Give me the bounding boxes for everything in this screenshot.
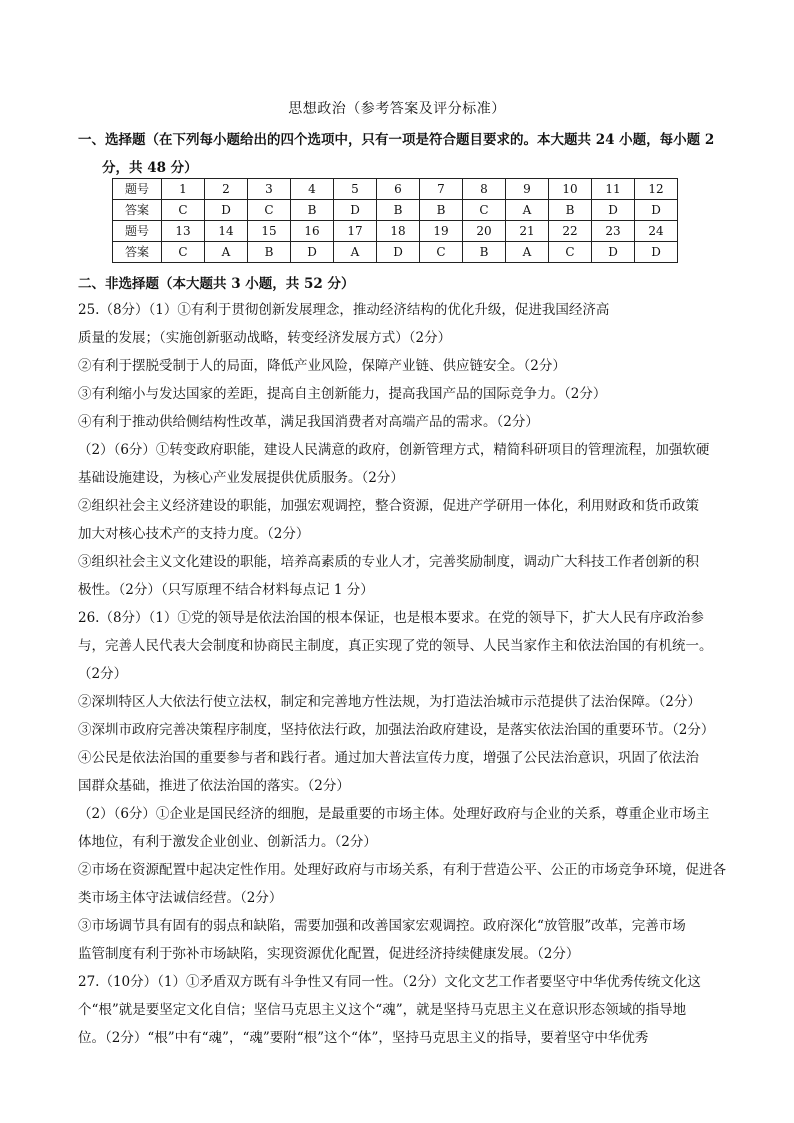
table-row-header: 题号 [113,221,162,242]
answer-line: ③组织社会主义文化建设的职能，培养高素质的专业人才，完善奖励制度，调动广大科技工作者创新的积 [78,554,699,570]
section2-heading: 二、非选择题（本大题共 3 小题，共 52 分） [78,276,355,292]
table-cell: A [205,242,248,263]
page-title: 思想政治（参考答案及评分标准） [288,101,506,117]
table-cell: 11 [592,179,635,200]
section1-heading-line1: 一、选择题（在下列每小题给出的四个选项中，只有一项是符合题目要求的。本大题共 24 小题，每小题 2 [78,132,715,148]
table-cell: 5 [334,179,377,200]
table-cell: 9 [506,179,549,200]
table-cell: 8 [463,179,506,200]
section1-heading-line2: 分，共 48 分） [102,160,198,176]
table-cell: C [420,242,463,263]
answer-line: ②组织社会主义经济建设的职能，加强宏观调控，整合资源，促进产学研用一体化，利用财政和货币政策 [78,498,699,514]
answer-line: ②深圳特区人大依法行使立法权，制定和完善地方性法规，为打造法治城市示范提供了法治保障。（2分） [78,694,701,710]
answer-line: 与，完善人民代表大会制度和协商民主制度，真正实现了党的领导、人民当家作主和依法治国的有机统一。 [78,638,713,654]
answer-line: 类市场主体守法诚信经营。（2分） [78,890,283,906]
answer-line: 26.（8分）（1）①党的领导是依法治国的根本保证，也是根本要求。在党的领导下，扩大人民有序政治参 [78,610,704,626]
table-cell: C [463,200,506,221]
answer-line: ③市场调节具有固有的弱点和缺陷，需要加强和改善国家宏观调控。政府深化“放管服”改革，完善市场 [78,918,686,934]
answer-line: （2）（6分）①企业是国民经济的细胞，是最重要的市场主体。处理好政府与企业的关系，尊重企业市场主 [78,806,710,822]
table-cell: 3 [248,179,291,200]
table-cell: D [291,242,334,263]
table-cell: 13 [162,221,205,242]
table-row [113,179,678,200]
answer-line: 25.（8分）（1）①有利于贯彻创新发展理念，推动经济结构的优化升级，促进我国经济高 [78,302,610,318]
table-cell: 7 [420,179,463,200]
table-row-header: 答案 [113,200,162,221]
answer-line: 国群众基础，推进了依法治国的落实。（2分） [78,778,350,794]
table-cell: A [506,200,549,221]
table-cell: C [162,242,205,263]
table-cell: C [549,242,592,263]
answer-line: 基础设施建设，为核心产业发展提供优质服务。（2分） [78,470,404,486]
table-cell: 24 [635,221,678,242]
table-cell: 14 [205,221,248,242]
table-row [113,200,678,221]
table-cell: 18 [377,221,420,242]
table-cell: 15 [248,221,291,242]
table-cell: D [377,242,420,263]
table-cell: B [463,242,506,263]
table-cell: A [506,242,549,263]
table-cell: 21 [506,221,549,242]
table-cell: D [592,242,635,263]
answer-line: 质量的发展；（实施创新驱动战略，转变经济发展方式）（2分） [78,330,452,346]
table-cell: 20 [463,221,506,242]
table-row [113,221,678,242]
answer-line: ③有利缩小与发达国家的差距，提高自主创新能力，提高我国产品的国际竞争力。（2分） [78,386,607,402]
table-cell: 12 [635,179,678,200]
table-cell: 6 [377,179,420,200]
table-cell: D [635,200,678,221]
answer-line: ④有利于推动供给侧结构性改革，满足我国消费者对高端产品的需求。（2分） [78,414,539,430]
answer-line: ④公民是依法治国的重要参与者和践行者。通过加大普法宣传力度，增强了公民法治意识，巩固了依法治 [78,750,699,766]
answer-line: 27.（10分）（1）①矛盾双方既有斗争性又有同一性。（2分）文化文艺工作者要坚守中华优秀传统文化这 [78,974,701,990]
table-cell: D [592,200,635,221]
table-cell: D [334,200,377,221]
table-cell: 22 [549,221,592,242]
table-cell: 16 [291,221,334,242]
table-row [113,242,678,263]
table-cell: C [248,200,291,221]
answer-line: 加大对核心技术产的支持力度。（2分） [78,526,310,542]
table-cell: 10 [549,179,592,200]
answer-line: （2分） [78,666,128,682]
table-cell: D [635,242,678,263]
answer-line: ②市场在资源配置中起决定性作用。处理好政府与市场关系，有利于营造公平、公正的市场竞争环境，促进各 [78,862,726,878]
table-cell: 1 [162,179,205,200]
table-cell: B [291,200,334,221]
table-cell: C [162,200,205,221]
answer-line: 极性。（2分）（只写原理不结合材料每点记 1 分） [78,582,374,598]
table-row-header: 答案 [113,242,162,263]
table-cell: 17 [334,221,377,242]
answer-line: （2）（6分）①转变政府职能，建设人民满意的政府，创新管理方式，精简科研项目的管理流程，加强软硬 [78,442,710,458]
section1-heading [78,126,718,182]
table-cell: B [549,200,592,221]
table-cell: 19 [420,221,463,242]
answer-line: 个“根”就是要坚定文化自信；坚信马克思主义这个“魂”，就是坚持马克思主义在意识形态领域的指导地 [78,1002,687,1018]
answer-line: 监管制度有利于弥补市场缺陷，实现资源优化配置，促进经济持续健康发展。（2分） [78,946,580,962]
table-cell: A [334,242,377,263]
table-row-header: 题号 [113,179,162,200]
answer-table [112,178,678,263]
table-cell: 23 [592,221,635,242]
table-cell: 2 [205,179,248,200]
answer-line: 体地位，有利于激发企业创业、创新活力。（2分） [78,834,377,850]
table-cell: B [420,200,463,221]
table-cell: D [205,200,248,221]
answer-line: ③深圳市政府完善决策程序制度，坚持依法行政，加强法治政府建设，是落实依法治国的重要环节。（2分） [78,722,715,738]
table-cell: 4 [291,179,334,200]
table-cell: B [248,242,291,263]
answer-body [78,296,728,1052]
answer-line: 位。（2分）“根”中有“魂”，“魂”要附“根”这个“体”，坚持马克思主义的指导，要着坚守中华优秀 [78,1030,649,1046]
table-cell: B [377,200,420,221]
answer-line: ②有利于摆脱受制于人的局面，降低产业风险，保障产业链、供应链安全。（2分） [78,358,566,374]
